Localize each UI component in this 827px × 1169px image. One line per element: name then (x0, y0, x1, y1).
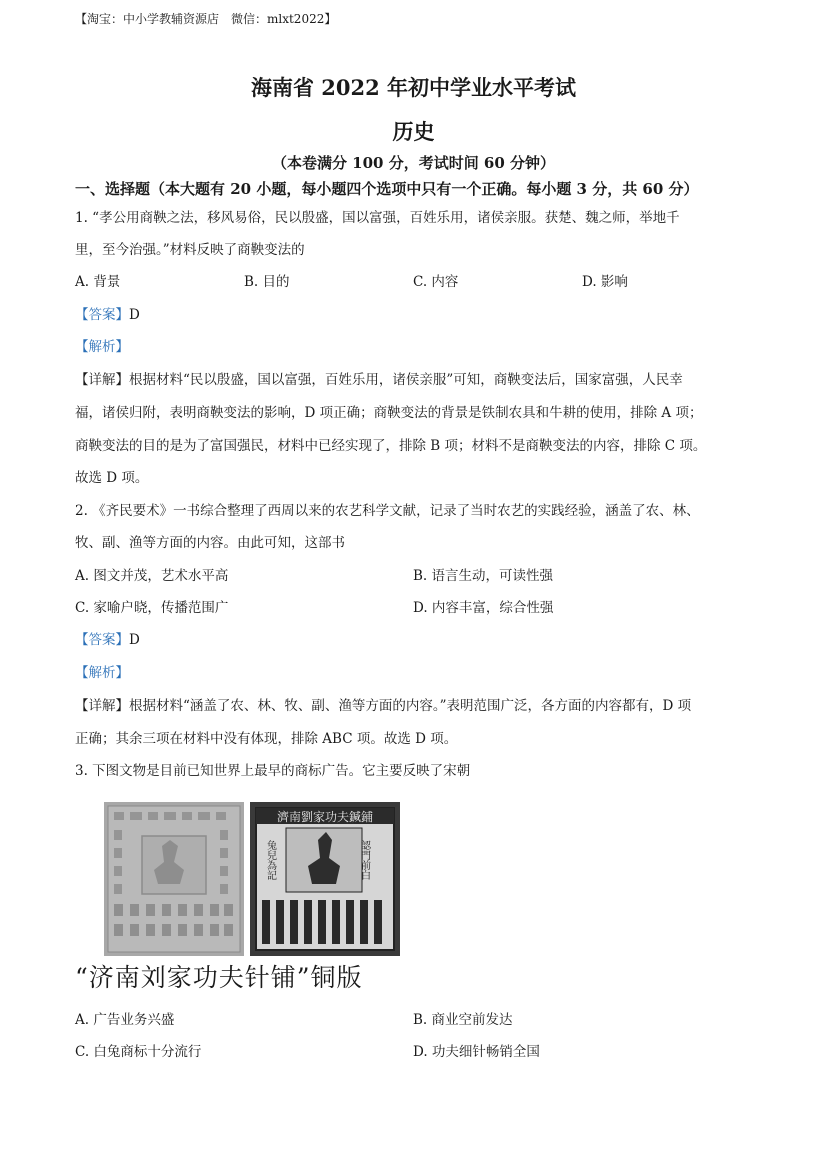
exam-subject: 历史 (392, 119, 435, 144)
exam-title: 海南省 2022 年初中学业水平考试 (250, 75, 577, 100)
q2-stem-line-1: 2. 《齐民要术》一书综合整理了西周以来的农艺科学文献，记录了当时农艺的实践经验，涵盖了农、林、 (75, 503, 700, 519)
q2-detail-line-2: 正确；其余三项在材料中没有体现，排除 ABC 项。故选 D 项。 (75, 731, 458, 747)
plate-header-text: 濟南劉家功夫鍼鋪 (276, 810, 374, 824)
plate-left-text: 認門前白 (358, 840, 370, 880)
plate-right-text: 兔兒為記 (264, 840, 276, 880)
q2-option-d: D. 内容丰富，综合性强 (413, 600, 554, 616)
q1-option-a: A. 背景 (75, 274, 121, 290)
q1-detail-line-4: 故选 D 项。 (75, 470, 149, 486)
q1-analysis-label: 【解析】 (75, 339, 129, 355)
q3-option-b: B. 商业空前发达 (413, 1012, 513, 1028)
section-heading: 一、选择题（本大题有 20 小题，每小题四个选项中只有一个正确。每小题 3 分，共 60 分） (75, 180, 699, 198)
answer-value: D (129, 307, 140, 323)
q2-option-a: A. 图文并茂，艺术水平高 (75, 568, 229, 584)
q2-answer (75, 630, 140, 650)
q2-option-b: B. 语言生动，可读性强 (413, 568, 554, 584)
q3-option-a: A. 广告业务兴盛 (75, 1012, 175, 1028)
answer-label: 【答案】 (75, 632, 129, 648)
answer-label: 【答案】 (75, 307, 129, 323)
q2-stem-line-2: 牧、副、渔等方面的内容。由此可知，这部书 (75, 535, 345, 551)
q1-option-c: C. 内容 (413, 274, 459, 290)
q1-option-b: B. 目的 (244, 274, 290, 290)
q1-detail-line-1: 【详解】根据材料“民以殷盛，国以富强，百姓乐用，诸侯亲服”可知，商鞅变法后，国家富强，人民幸 (75, 372, 683, 388)
figure-caption: “济南刘家功夫针铺”铜版 (75, 963, 363, 992)
q1-answer (75, 305, 140, 325)
q2-option-c: C. 家喻户晓，传播范围广 (75, 600, 229, 616)
q1-detail-line-3: 商鞅变法的目的是为了富国强民，材料中已经实现了，排除 B 项；材料不是商鞅变法的内容，排除 C 项。 (75, 438, 707, 454)
q1-detail-line-2: 福，诸侯归附，表明商鞅变法的影响，D 项正确；商鞅变法的背景是铁制农具和牛耕的使用，排除 A 项； (75, 405, 703, 421)
q2-detail-line-1: 【详解】根据材料“涵盖了农、林、牧、副、渔等方面的内容。”表明范围广泛，各方面的内容都有，D 项 (75, 698, 692, 714)
exam-info: （本卷满分 100 分，考试时间 60 分钟） (271, 154, 556, 172)
q3-stem: 3. 下图文物是目前已知世界上最早的商标广告。它主要反映了宋朝 (75, 763, 471, 779)
header-note: 【淘宝：中小学教辅资源店 微信：mlxt2022】 (75, 12, 337, 26)
q2-analysis-label: 【解析】 (75, 665, 129, 681)
q3-option-d: D. 功夫细针畅销全国 (413, 1044, 540, 1060)
q1-stem-line-2: 里，至今治强。”材料反映了商鞅变法的 (75, 242, 305, 258)
q1-stem-line-1: 1. “孝公用商鞅之法，移风易俗，民以殷盛，国以富强，百姓乐用，诸侯亲服。获楚、魏之师，举地千 (75, 210, 680, 226)
q1-option-d: D. 影响 (582, 274, 628, 290)
q3-option-c: C. 白兔商标十分流行 (75, 1044, 202, 1060)
answer-value: D (129, 632, 140, 648)
bronze-plate-figure (100, 800, 402, 958)
